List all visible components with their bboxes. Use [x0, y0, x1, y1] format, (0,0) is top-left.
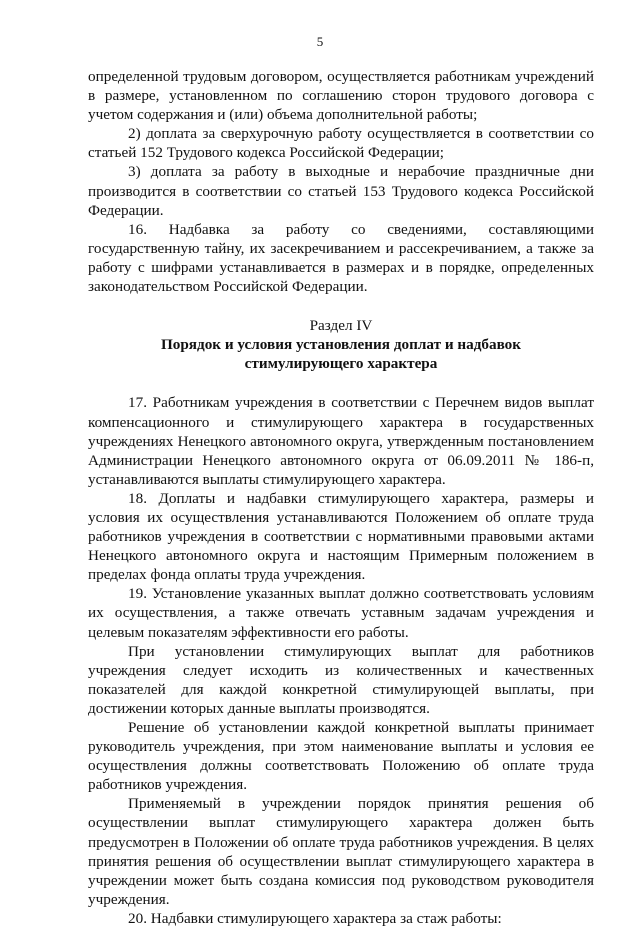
paragraph-clause-20: 20. Надбавки стимулирующего характера за стаж работы: — [128, 909, 502, 927]
paragraph-item-2: 2) доплата за сверхурочную работу осуществляется в соответствии со статьей 152 Трудового кодекса Российской Федерации; — [88, 125, 594, 162]
section-title-line-1: Порядок и условия установления доплат и надбавок — [160, 336, 522, 354]
page-number: 5 — [316, 34, 324, 49]
section-label: Раздел IV — [309, 317, 373, 335]
paragraph-continuation: определенной трудовым договором, осуществляется работникам учреждений в размере, установленном по соглашению сторон трудового договора с учетом содержания и (или) объема дополнительной работы; — [88, 68, 594, 124]
paragraph-decision-procedure: Применяемый в учреждении порядок принятия решения об осуществлении выплат стимулирующего характера должен быть предусмотрен в Положении об оплате труда работников учреждения. В целях принятия решения об осуществлении выплат стимулирующего характера в учреждении может быть создана комиссия под руководством руководителя учреждения. — [88, 795, 594, 908]
paragraph-decision-maker: Решение об установлении каждой конкретной выплаты принимает руководитель учреждения, при этом наименование выплаты и условия ее осуществления должны соответствовать Положению об оплате труда работников учреждения. — [88, 719, 594, 794]
section-title-line-2: стимулирующего характера — [244, 355, 438, 373]
paragraph-item-3: 3) доплата за работу в выходные и нерабочие праздничные дни производится в соответствии со статьей 153 Трудового кодекса Российской Федерации. — [88, 163, 594, 219]
paragraph-stimulus-criteria: При установлении стимулирующих выплат для работников учреждения следует исходить из количественных и качественных показателей для каждой конкретной стимулирующей выплаты, при достижении которых данные выплаты производятся. — [88, 642, 594, 717]
paragraph-clause-19: 19. Установление указанных выплат должно соответствовать условиям их осуществления, а также отвечать уставным задачам учреждения и целевым показателям эффективности его работы. — [88, 585, 594, 641]
spacer — [88, 373, 594, 393]
document-body — [88, 67, 594, 928]
paragraph-clause-17: 17. Работникам учреждения в соответствии с Перечнем видов выплат компенсационного и стимулирующего характера в государственных учреждениях Ненецкого автономного округа, утвержденным постановлением Администрации Ненецкого автономного округа от 06.09.2011 № 186-п, устанавливаются выплаты стимулирующего характера. — [88, 394, 594, 488]
paragraph-clause-16: 16. Надбавка за работу со сведениями, составляющими государственную тайну, их засекречиванием и рассекречиванием, а также за работу с шифрами устанавливается в размерах и в порядке, определенных законодательством Российской Федерации. — [88, 220, 594, 296]
spacer — [88, 296, 594, 316]
paragraph-clause-18: 18. Доплаты и надбавки стимулирующего характера, размеры и условия их осуществления устанавливаются Положением об оплате труда работников учреждения в соответствии с нормативными правовыми актами Ненецкого автономного округа и настоящим Примерным положением в пределах фонда оплаты труда учреждения. — [88, 489, 594, 584]
